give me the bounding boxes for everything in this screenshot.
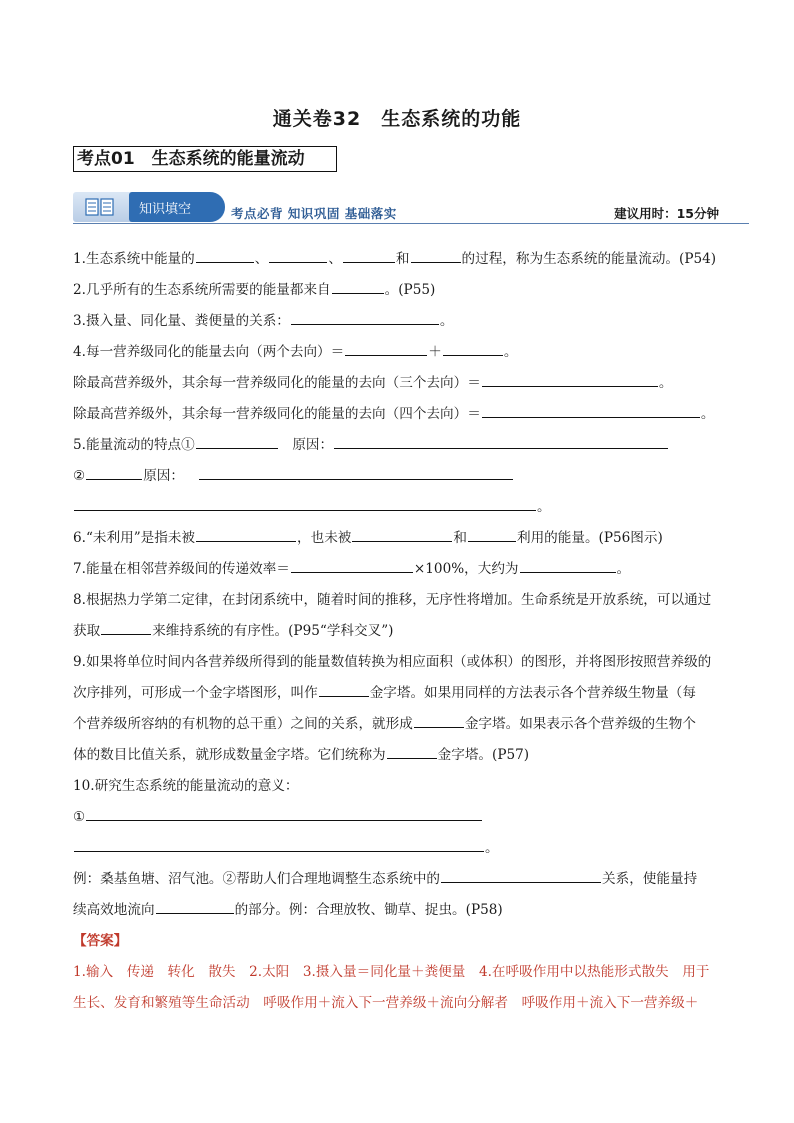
- text: 。: [616, 561, 631, 577]
- text: 。: [439, 313, 454, 329]
- blank[interactable]: [196, 526, 296, 542]
- blank[interactable]: [441, 867, 601, 883]
- banner-divider: [73, 223, 749, 224]
- banner-subtitle: 考点必背 知识巩固 基础落实: [231, 206, 397, 221]
- blank[interactable]: [414, 712, 464, 728]
- section-heading: 考点01 生态系统的能量流动: [73, 146, 337, 172]
- blank[interactable]: [332, 278, 384, 294]
- text: ＋: [428, 344, 442, 360]
- blank[interactable]: [345, 340, 427, 356]
- blank[interactable]: [199, 464, 513, 480]
- question-9-line2: [73, 678, 749, 709]
- answer-heading: 【答案】: [73, 933, 128, 949]
- question-9-line4: [73, 740, 749, 771]
- question-4: [73, 337, 749, 368]
- text: 次序排列，可形成一个金字塔图形，叫作: [73, 685, 318, 701]
- blank[interactable]: [520, 557, 616, 573]
- blank[interactable]: [291, 557, 413, 573]
- text: 和: [395, 251, 410, 267]
- question-5: [73, 430, 749, 461]
- text: 、: [328, 251, 342, 267]
- text: 原因：: [278, 437, 334, 453]
- text: 3.摄入量、同化量、粪便量的关系：: [73, 313, 290, 329]
- text: 。: [485, 840, 499, 856]
- text: ，也未被: [297, 530, 352, 546]
- text: ②: [73, 468, 86, 484]
- text: 。: [658, 375, 673, 391]
- blank[interactable]: [86, 464, 142, 480]
- text: 金字塔。如果表示各个营养级的生物个: [464, 716, 696, 732]
- question-5-continuation: [73, 492, 749, 523]
- text: 关系，使能量持: [602, 871, 698, 887]
- text: 、: [254, 251, 269, 267]
- question-10-example: [73, 864, 749, 895]
- blank[interactable]: [101, 619, 151, 635]
- question-9: [73, 647, 749, 678]
- question-2: [73, 275, 749, 306]
- question-9-line3: [73, 709, 749, 740]
- blank[interactable]: [468, 526, 516, 542]
- text: 除最高营养级外，其余每一营养级同化的能量的去向（三个去向）＝: [73, 375, 481, 391]
- text: 续高效地流向: [73, 902, 155, 918]
- blank[interactable]: [319, 681, 369, 697]
- blank[interactable]: [482, 371, 658, 387]
- text: 和: [453, 530, 467, 546]
- blank[interactable]: [196, 247, 254, 263]
- text: 除最高营养级外，其余每一营养级同化的能量的去向（四个去向）＝: [73, 406, 481, 422]
- blank[interactable]: [269, 247, 327, 263]
- question-1: [73, 244, 749, 275]
- text: 金字塔。如果用同样的方法表示各个营养级生物量（每: [369, 685, 696, 701]
- text: 1.生态系统中能量的: [73, 251, 195, 267]
- question-7: [73, 554, 749, 585]
- question-10-continuation: [73, 833, 749, 864]
- answer-line: 生长、发育和繁殖等生命活动 呼吸作用＋流入下一营养级＋流向分解者 呼吸作用＋流入下一营养级＋: [73, 995, 699, 1011]
- text: 6.“未利用”是指未被: [73, 530, 196, 546]
- text: 体的数目比值关系，就形成数量金字塔。它们统称为: [73, 747, 386, 763]
- knowledge-banner: [73, 190, 749, 226]
- text: 。: [503, 344, 518, 360]
- blank[interactable]: [196, 433, 278, 449]
- question-10-final: [73, 895, 749, 926]
- question-4-three-ways: [73, 368, 749, 399]
- text: 2.几乎所有的生态系统所需要的能量都来自: [73, 282, 331, 298]
- suggested-time: 建议用时：15分钟: [614, 206, 719, 221]
- question-8: [73, 585, 749, 616]
- text: 。: [700, 406, 715, 422]
- text: 7.能量在相邻营养级间的传递效率＝: [73, 561, 290, 577]
- blank[interactable]: [291, 309, 439, 325]
- text: 。: [537, 499, 551, 515]
- question-list: [73, 244, 749, 1019]
- text: 。(P55): [384, 282, 436, 298]
- blank[interactable]: [74, 836, 484, 852]
- page-title: 通关卷32 生态系统的功能: [272, 108, 522, 130]
- text: 9.如果将单位时间内各营养级所得到的能量数值转换为相应面积（或体积）的图形，并将图形按照营养级的: [73, 654, 712, 670]
- text: 4.每一营养级同化的能量去向（两个去向）＝: [73, 344, 345, 360]
- book-icon: [85, 198, 115, 216]
- text: 个营养级所容纳的有机物的总干重）之间的关系，就形成: [73, 716, 413, 732]
- question-8-continuation: [73, 616, 749, 647]
- answer-line: 1.输入 传递 转化 散失 2.太阳 3.摄入量＝同化量＋粪便量 4.在呼吸作用中以热能形式散失 用于: [73, 964, 710, 980]
- text: 的部分。例：合理放牧、锄草、捉虫。(P58): [234, 902, 503, 918]
- blank[interactable]: [387, 743, 437, 759]
- text: 金字塔。(P57): [437, 747, 530, 763]
- text: 来维持系统的有序性。(P95“学科交叉”): [152, 623, 394, 639]
- blank[interactable]: [343, 247, 395, 263]
- banner-badge: [73, 192, 225, 222]
- question-3: [73, 306, 749, 337]
- text: 原因：: [143, 468, 184, 484]
- blank[interactable]: [86, 805, 482, 821]
- question-4-four-ways: [73, 399, 749, 430]
- blank[interactable]: [352, 526, 452, 542]
- blank[interactable]: [74, 495, 536, 511]
- question-10: [73, 771, 749, 802]
- banner-badge-label: 知识填空: [139, 202, 192, 217]
- text: ①: [73, 809, 86, 825]
- text: 利用的能量。(P56图示): [517, 530, 663, 546]
- blank[interactable]: [411, 247, 461, 263]
- question-6: [73, 523, 749, 554]
- question-5-second: [73, 461, 749, 492]
- blank[interactable]: [156, 898, 234, 914]
- text: 8.根据热力学第二定律，在封闭系统中，随着时间的推移，无序性将增加。生命系统是开放系统，可以通过: [73, 592, 712, 608]
- blank[interactable]: [334, 433, 668, 449]
- blank[interactable]: [443, 340, 503, 356]
- text: 5.能量流动的特点①: [73, 437, 195, 453]
- text: ×100%，大约为: [413, 561, 519, 577]
- blank[interactable]: [482, 402, 700, 418]
- text: 例：桑基鱼塘、沼气池。②帮助人们合理地调整生态系统中的: [73, 871, 441, 887]
- text: 的过程，称为生态系统的能量流动。(P54): [461, 251, 717, 267]
- question-10-first: [73, 802, 749, 833]
- text: 获取: [73, 623, 101, 639]
- text: 10.研究生态系统的能量流动的意义：: [73, 778, 299, 794]
